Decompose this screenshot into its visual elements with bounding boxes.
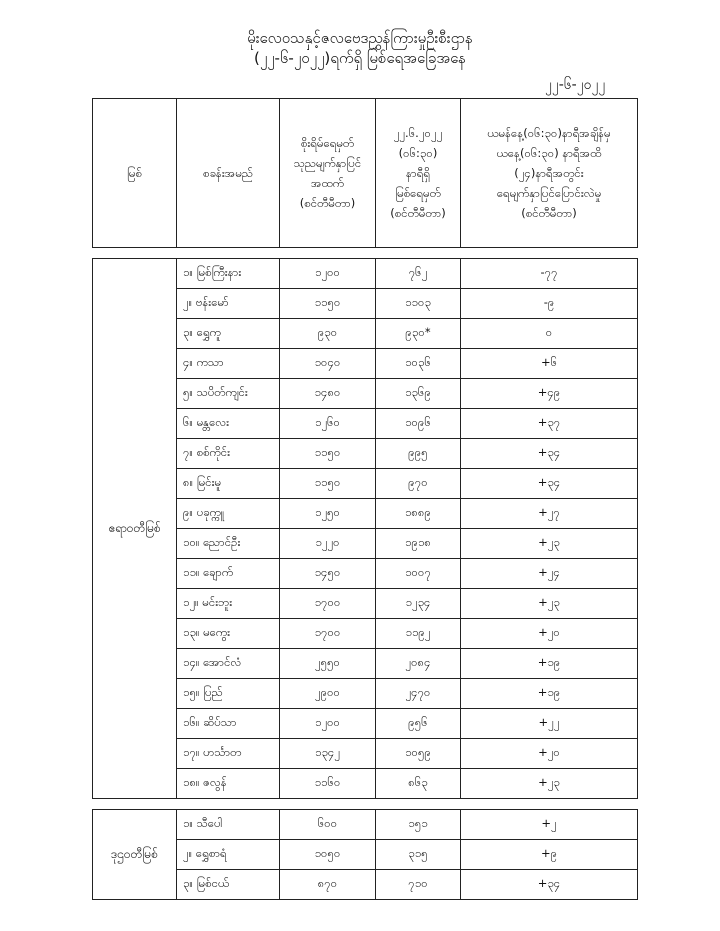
station-cell: ၈။ မြင်းမူ	[177, 469, 280, 499]
water-level-cell: ၁၀၃၆	[376, 349, 461, 379]
change-cell: +၃၇	[461, 409, 638, 439]
water-level-cell: ၃၁၅	[376, 840, 461, 870]
spacer-cell	[93, 799, 638, 810]
water-level-cell: ၁၉၁၈	[376, 529, 461, 559]
danger-level-cell: ၁၄၅၀	[280, 559, 376, 589]
change-cell: +၂၀	[461, 619, 638, 649]
change-cell: +၂၀	[461, 739, 638, 769]
water-level-cell: ၁၁၀၃	[376, 289, 461, 319]
header-line: ရေမျက်နှာပြင်ပြောင်းလဲမှု	[496, 186, 602, 200]
danger-level-cell: ၂၉၀၀	[280, 679, 376, 709]
change-cell: +၃၄	[461, 870, 638, 900]
water-level-cell: ၉၉၅	[376, 439, 461, 469]
change-cell: +၄၉	[461, 379, 638, 409]
header-line: (စင်တီမီတာ)	[390, 206, 446, 220]
col-header-river: မြစ်	[93, 99, 177, 248]
header-line: အထက်	[311, 176, 344, 190]
danger-level-cell: ၁၀၅၀	[280, 840, 376, 870]
change-cell: ၀	[461, 319, 638, 349]
river-level-table	[92, 98, 638, 900]
danger-level-cell: ၁၁၅၀	[280, 289, 376, 319]
header-line: စိုးရိမ်ရေမှတ်	[300, 136, 355, 150]
report-title: (၂၂-၆-၂၀၂၂)ရက်ရှိ မြစ်ရေအခြေအနေ	[253, 49, 467, 67]
change-cell: +၂	[461, 810, 638, 840]
change-cell: +၂၃	[461, 769, 638, 799]
col-header-water-level	[376, 99, 461, 248]
river-name-cell: ဧရာဝတီမြစ်	[93, 259, 177, 799]
change-cell: +၁၉	[461, 679, 638, 709]
water-level-cell: ၁၁၉၂	[376, 619, 461, 649]
table-header-row	[93, 99, 638, 248]
station-cell: ၉။ ပခုက္ကူ	[177, 499, 280, 529]
change-cell: +၃၄	[461, 439, 638, 469]
river-name-cell: ဒုဌဝတီမြစ်	[93, 810, 177, 900]
table-row	[93, 810, 638, 840]
station-cell: ၁၂။ မင်းဘူး	[177, 589, 280, 619]
change-cell: -၉	[461, 289, 638, 319]
water-level-cell: ၂၄၇၀	[376, 679, 461, 709]
station-cell: ၁။ သီပေါ	[177, 810, 280, 840]
group-spacer	[93, 799, 638, 810]
water-level-cell: ၁၀၉၆	[376, 409, 461, 439]
danger-level-cell: ၁၂၅၀	[280, 499, 376, 529]
water-level-cell: ၉၅၆	[376, 709, 461, 739]
header-line: (၂၄)နာရီအတွင်း	[514, 166, 584, 180]
change-cell: +၂၇	[461, 499, 638, 529]
water-level-cell: ၇၆၂	[376, 259, 461, 289]
col-header-24h-change	[461, 99, 638, 248]
station-cell: ၇။ စစ်ကိုင်း	[177, 439, 280, 469]
header-line: သုညမျက်နှာပြင်	[293, 156, 362, 170]
station-cell: ၁၃။ မကွေး	[177, 619, 280, 649]
water-level-cell: ၁၈၈၉	[376, 499, 461, 529]
group-spacer	[93, 248, 638, 259]
station-cell: ၆။ မန္တလေး	[177, 409, 280, 439]
danger-level-cell: ၁၂၆၀	[280, 409, 376, 439]
water-level-cell: ၁၅၁	[376, 810, 461, 840]
department-title: မိုးလေဝသနှင့်ဇလဗေဒညွှန်ကြားမှုဦးစီးဌာန	[247, 29, 473, 47]
station-cell: ၁၅။ ပြည်	[177, 679, 280, 709]
header-line: (စင်တီမီတာ)	[521, 206, 577, 220]
danger-level-cell: ၁၁၆၀	[280, 769, 376, 799]
station-cell: ၁၈။ ဇလွန်	[177, 769, 280, 799]
water-level-cell: ၁၀၀၇	[376, 559, 461, 589]
station-cell: ၁၆။ ဆိပ်သာ	[177, 709, 280, 739]
station-cell: ၁၀။ ညောင်ဦး	[177, 529, 280, 559]
water-level-cell: ၁၂၃၄	[376, 589, 461, 619]
danger-level-cell: ၁၂၂၀	[280, 529, 376, 559]
danger-level-cell: ၁၁၅၀	[280, 439, 376, 469]
change-cell: +၃၄	[461, 469, 638, 499]
header-line: မြစ်ရေမှတ်	[395, 186, 441, 200]
station-cell: ၅။ သပိတ်ကျင်း	[177, 379, 280, 409]
change-cell: +၆	[461, 349, 638, 379]
header-line: နာရီရှိ	[406, 166, 430, 180]
header-line: (၀၆:၃၀)	[398, 146, 438, 160]
change-cell: +၉	[461, 840, 638, 870]
header-line: (စင်တီမီတာ)	[299, 196, 356, 210]
col-header-danger-level	[280, 99, 376, 248]
danger-level-cell: ၉၃၀	[280, 319, 376, 349]
header-line: ယမန်နေ့(၀၆:၃၀)နာရီအချိန်မှ	[487, 126, 611, 140]
danger-level-cell: ၁၇၀၀	[280, 619, 376, 649]
water-level-cell: ၁၃၆၉	[376, 379, 461, 409]
water-level-cell: ၇၁၀	[376, 870, 461, 900]
header-line: ၂၂.၆.၂၀၂၂	[393, 126, 443, 140]
danger-level-cell: ၁၂၀၀	[280, 259, 376, 289]
water-level-cell: ၈၆၃	[376, 769, 461, 799]
danger-level-cell: ၈၇၀	[280, 870, 376, 900]
change-cell: +၂၂	[461, 709, 638, 739]
station-cell: ၁၇။ ဟင်္သာတ	[177, 739, 280, 769]
station-cell: ၂။ ဗန်းမော်	[177, 289, 280, 319]
change-cell: +၂၃	[461, 589, 638, 619]
water-level-cell: ၉၇၀	[376, 469, 461, 499]
station-cell: ၂။ ရွှေစာရံ	[177, 840, 280, 870]
table-row	[93, 259, 638, 289]
spacer-cell	[93, 248, 638, 259]
danger-level-cell: ၁၂၀၀	[280, 709, 376, 739]
water-level-cell: ၁၀၅၉	[376, 739, 461, 769]
danger-level-cell: ၁၇၀၀	[280, 589, 376, 619]
danger-level-cell: ၁၃၄၂	[280, 739, 376, 769]
danger-level-cell: ၆၀၀	[280, 810, 376, 840]
change-cell: +၁၉	[461, 649, 638, 679]
danger-level-cell: ၁၁၅၀	[280, 469, 376, 499]
change-cell: +၂၃	[461, 529, 638, 559]
station-cell: ၁။ မြစ်ကြီးနား	[177, 259, 280, 289]
station-cell: ၁၄။ အောင်လံ	[177, 649, 280, 679]
water-level-cell: ၉၃၀*	[376, 319, 461, 349]
station-cell: ၃။ မြစ်ငယ်	[177, 870, 280, 900]
danger-level-cell: ၁၄၈၀	[280, 379, 376, 409]
header-line: ယနေ့(၀၆:၃၀) နာရီအထိ	[496, 146, 602, 160]
change-cell: +၂၄	[461, 559, 638, 589]
report-date: ၂၂-၆-၂၀၂၂	[545, 77, 606, 93]
station-cell: ၁၁။ ချောက်	[177, 559, 280, 589]
danger-level-cell: ၂၅၅၀	[280, 649, 376, 679]
station-cell: ၃။ ရွှေကူ	[177, 319, 280, 349]
change-cell: -၇၇	[461, 259, 638, 289]
danger-level-cell: ၁၀၄၀	[280, 349, 376, 379]
station-cell: ၄။ ကသာ	[177, 349, 280, 379]
col-header-station: စခန်းအမည်	[177, 99, 280, 248]
water-level-cell: ၂၀၈၄	[376, 649, 461, 679]
